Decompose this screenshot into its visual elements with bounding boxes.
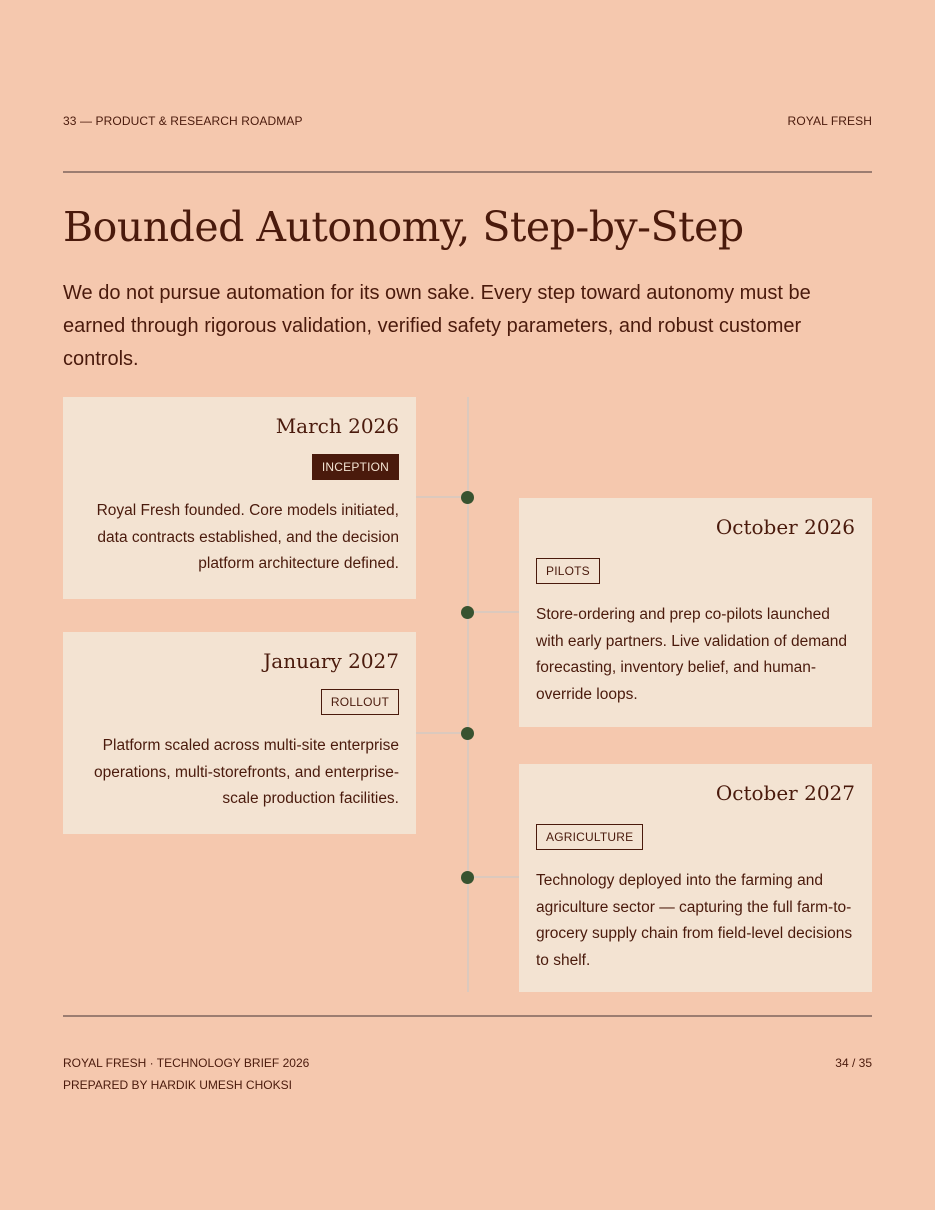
milestone-date: January 2027 <box>263 649 399 673</box>
timeline-connector <box>468 876 519 878</box>
milestone-tag: PILOTS <box>536 558 600 584</box>
intro-paragraph: We do not pursue automation for its own sake. Every step toward autonomy must be earned through rigorous validation, verified safety parameters, and robust customer controls. <box>63 282 811 370</box>
milestone-tag: INCEPTION <box>312 454 399 480</box>
page-title: Bounded Autonomy, Step-by-Step <box>63 203 744 251</box>
page-number: 34 / 35 <box>835 1056 872 1070</box>
footer-divider <box>63 1015 872 1017</box>
milestone-tag: ROLLOUT <box>321 689 399 715</box>
milestone-card-rollout <box>63 632 416 834</box>
brand-label: ROYAL FRESH <box>787 114 872 128</box>
timeline-dot <box>461 727 474 740</box>
section-label: 33 — PRODUCT & RESEARCH ROADMAP <box>63 114 303 128</box>
milestone-date: October 2026 <box>715 515 855 539</box>
milestone-description: Royal Fresh founded. Core models initiated, data contracts established, and the decision platform architecture defined. <box>96 502 399 572</box>
milestone-description: Technology deployed into the farming and agriculture sector — capturing the full farm-to-grocery supply chain from field-level decisions to shelf. <box>536 872 853 969</box>
timeline-connector <box>468 611 519 613</box>
footer-brief-title: ROYAL FRESH · TECHNOLOGY BRIEF 2026 <box>63 1056 310 1070</box>
footer-author: PREPARED BY HARDIK UMESH CHOKSI <box>63 1078 292 1092</box>
milestone-tag: AGRICULTURE <box>536 824 643 850</box>
milestone-description: Store-ordering and prep co-pilots launched with early partners. Live validation of demand forecasting, inventory belief, and human-override loops. <box>536 606 848 703</box>
milestone-description: Platform scaled across multi-site enterprise operations, multi-storefronts, and enterprise-scale production facilities. <box>94 737 399 807</box>
footer-credits <box>63 1052 309 1096</box>
timeline-dot <box>461 491 474 504</box>
milestone-card-pilots <box>519 498 872 727</box>
milestone-date: October 2027 <box>715 781 855 805</box>
milestone-card-inception <box>63 397 416 599</box>
timeline-dot <box>461 606 474 619</box>
timeline-axis <box>467 397 469 992</box>
milestone-date: March 2026 <box>275 414 399 438</box>
timeline-dot <box>461 871 474 884</box>
milestone-card-agriculture <box>519 764 872 992</box>
header-divider <box>63 171 872 173</box>
